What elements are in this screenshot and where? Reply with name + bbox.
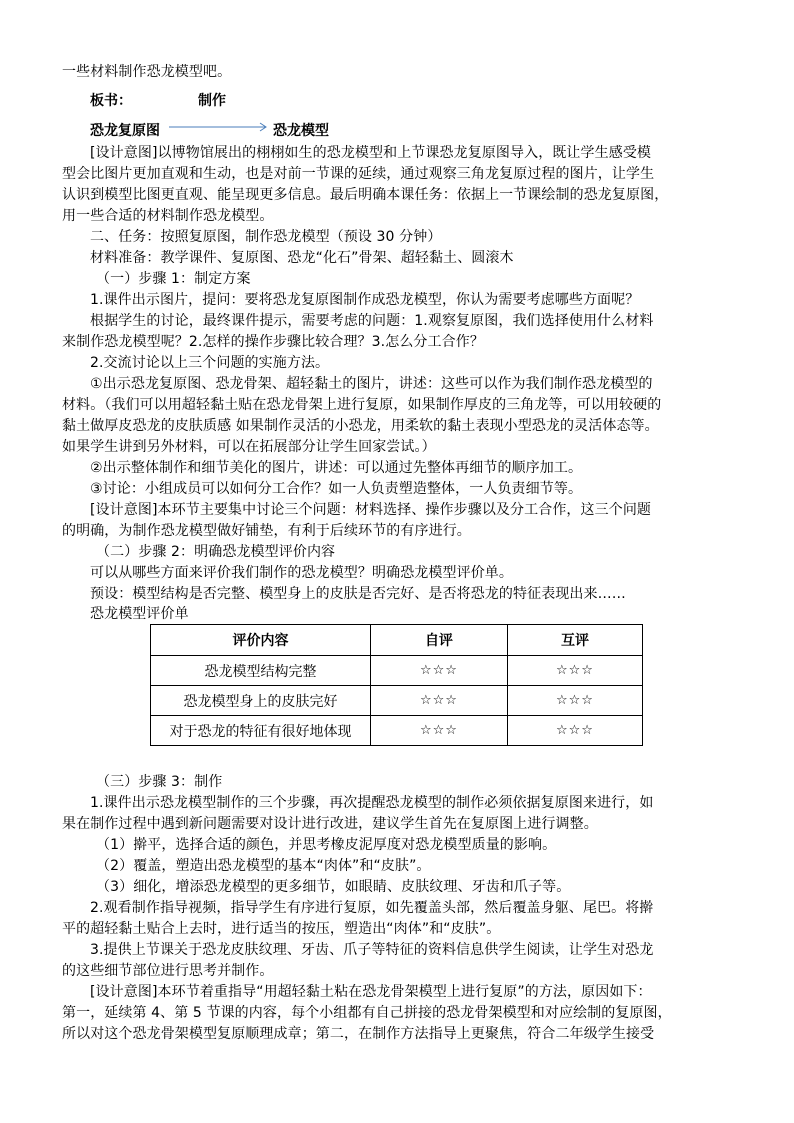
section-heading: 二、任务：按照复原图，制作恐龙模型（预设 30 分钟）	[90, 229, 442, 245]
paragraph: 根据学生的讨论，最终课件提示，需要考虑的问题：1.观察复原图，我们选择使用什么材料	[90, 313, 654, 329]
paragraph: 材料准备：教学课件、复原图、恐龙“化石”骨架、超轻黏土、圆滚木	[90, 250, 514, 266]
table-header-row	[151, 625, 643, 656]
flow-source: 恐龙复原图	[90, 123, 160, 139]
table-cell: 对于恐龙的特征有很好地体现	[151, 716, 371, 746]
paragraph: 的明确，为制作恐龙模型做好铺垫，有利于后续环节的有序进行。	[62, 523, 471, 539]
paragraph: 所以对这个恐龙骨架模型复原顺理成章；第二，在制作方法指导上更聚焦，符合二年级学生接受	[62, 1026, 655, 1042]
column-header: 自评	[370, 625, 507, 656]
paragraph: [设计意图]以博物馆展出的栩栩如生的恐龙模型和上节课恐龙复原图导入，既让学生感受模	[90, 145, 652, 161]
board-label: 板书：	[90, 93, 132, 109]
step-heading: （三）步骤 3：制作	[96, 774, 223, 790]
paragraph: 材料。（我们可以用超轻黏土贴在恐龙骨架上进行复原，如果制作厚皮的三角龙等，可以用较硬的	[62, 397, 662, 413]
column-header: 互评	[507, 625, 642, 656]
paragraph: 可以从哪些方面来评价我们制作的恐龙模型？明确恐龙模型评价单。	[90, 565, 513, 581]
table-caption: 恐龙模型评价单	[90, 606, 189, 622]
list-item: （3）细化，增添恐龙模型的更多细节，如眼睛、皮肤纹理、牙齿和爪子等。	[96, 879, 571, 895]
paragraph: [设计意图]本环节着重指导“用超轻黏土粘在恐龙骨架模型上进行复原”的方法，原因如下：	[90, 984, 652, 1000]
list-item: （1）擀平，选择合适的颜色，并思考橡皮泥厚度对恐龙模型质量的影响。	[96, 837, 557, 853]
paragraph: 3.提供上节课关于恐龙皮肤纹理、牙齿、爪子等特征的资料信息供学生阅读，让学生对恐龙	[90, 942, 654, 958]
paragraph: 如果学生讲到另外材料，可以在拓展部分让学生回家尝试。）	[62, 439, 436, 455]
star-rating: ☆☆☆	[507, 656, 642, 686]
paragraph: 预设：模型结构是否完整、模型身上的皮肤是否完好、是否将恐龙的特征表现出来……	[90, 586, 626, 602]
paragraph: 型会比图片更加直观和生动，也是对前一节课的延续，通过观察三角龙复原过程的图片，让学生	[62, 166, 655, 182]
star-rating: ☆☆☆	[507, 686, 642, 716]
paragraph: 平的超轻黏土贴合上去时，进行适当的按压，塑造出“肉体”和“皮肤”。	[62, 921, 501, 937]
step-heading: （二）步骤 2：明确恐龙模型评价内容	[96, 544, 336, 560]
star-rating: ☆☆☆	[507, 716, 642, 746]
column-header: 评价内容	[151, 625, 371, 656]
paragraph: ②出示整体制作和细节美化的图片，讲述：可以通过先整体再细节的顺序加工。	[90, 460, 583, 476]
paragraph: [设计意图]本环节主要集中讨论三个问题：材料选择、操作步骤以及分工合作，这三个问题	[90, 502, 652, 518]
paragraph: 来制作恐龙模型呢？2.怎样的操作步骤比较合理？3.怎么分工合作？	[62, 334, 484, 350]
paragraph: 2.观看制作指导视频，指导学生有序进行复原，如先覆盖头部，然后覆盖身躯、尾巴。将擀	[90, 900, 654, 916]
star-rating: ☆☆☆	[370, 716, 507, 746]
paragraph: 第一，延续第 4、第 5 节课的内容，每个小组都有自己拼接的恐龙骨架模型和对应绘制的复原图，	[62, 1005, 672, 1021]
star-rating: ☆☆☆	[370, 686, 507, 716]
star-rating: ☆☆☆	[370, 656, 507, 686]
table-row	[151, 686, 643, 716]
paragraph: 果在制作过程中遇到新问题需要对设计进行改进，建议学生首先在复原图上进行调整。	[62, 816, 598, 832]
paragraph: 2.交流讨论以上三个问题的实施方法。	[90, 355, 330, 371]
paragraph: 1.课件出示图片，提问：要将恐龙复原图制作成恐龙模型，你认为需要考虑哪些方面呢？	[90, 292, 640, 308]
flow-target: 恐龙模型	[273, 123, 329, 139]
list-item: （2）覆盖，塑造出恐龙模型的基本“肉体”和“皮肤”。	[96, 858, 431, 874]
board-value: 制作	[198, 93, 226, 109]
paragraph: 用一些合适的材料制作恐龙模型。	[62, 208, 274, 224]
paragraph: 的这些细节部位进行思考并制作。	[62, 963, 274, 979]
table-row	[151, 656, 643, 686]
paragraph: ①出示恐龙复原图、恐龙骨架、超轻黏土的图片，讲述：这些可以作为我们制作恐龙模型的	[90, 376, 653, 392]
paragraph: ③讨论：小组成员可以如何分工合作？如一人负责塑造整体，一人负责细节等。	[90, 481, 583, 497]
table-cell: 恐龙模型身上的皮肤完好	[151, 686, 371, 716]
paragraph: 1.课件出示恐龙模型制作的三个步骤，再次提醒恐龙模型的制作必须依据复原图来进行，如	[90, 795, 654, 811]
paragraph: 一些材料制作恐龙模型吧。	[62, 64, 232, 80]
paragraph: 认识到模型比图更直观、能呈现更多信息。最后明确本课任务：依据上一节课绘制的恐龙复原图，	[62, 187, 669, 203]
table-cell: 恐龙模型结构完整	[151, 656, 371, 686]
table-row	[151, 716, 643, 746]
step-heading: （一）步骤 1：制定方案	[96, 271, 251, 287]
paragraph: 黏土做厚皮恐龙的皮肤质感 如果制作灵活的小恐龙，用柔软的黏土表现小型恐龙的灵活体态等。	[62, 418, 659, 434]
right-arrow-icon	[169, 121, 269, 133]
evaluation-table	[150, 624, 643, 746]
